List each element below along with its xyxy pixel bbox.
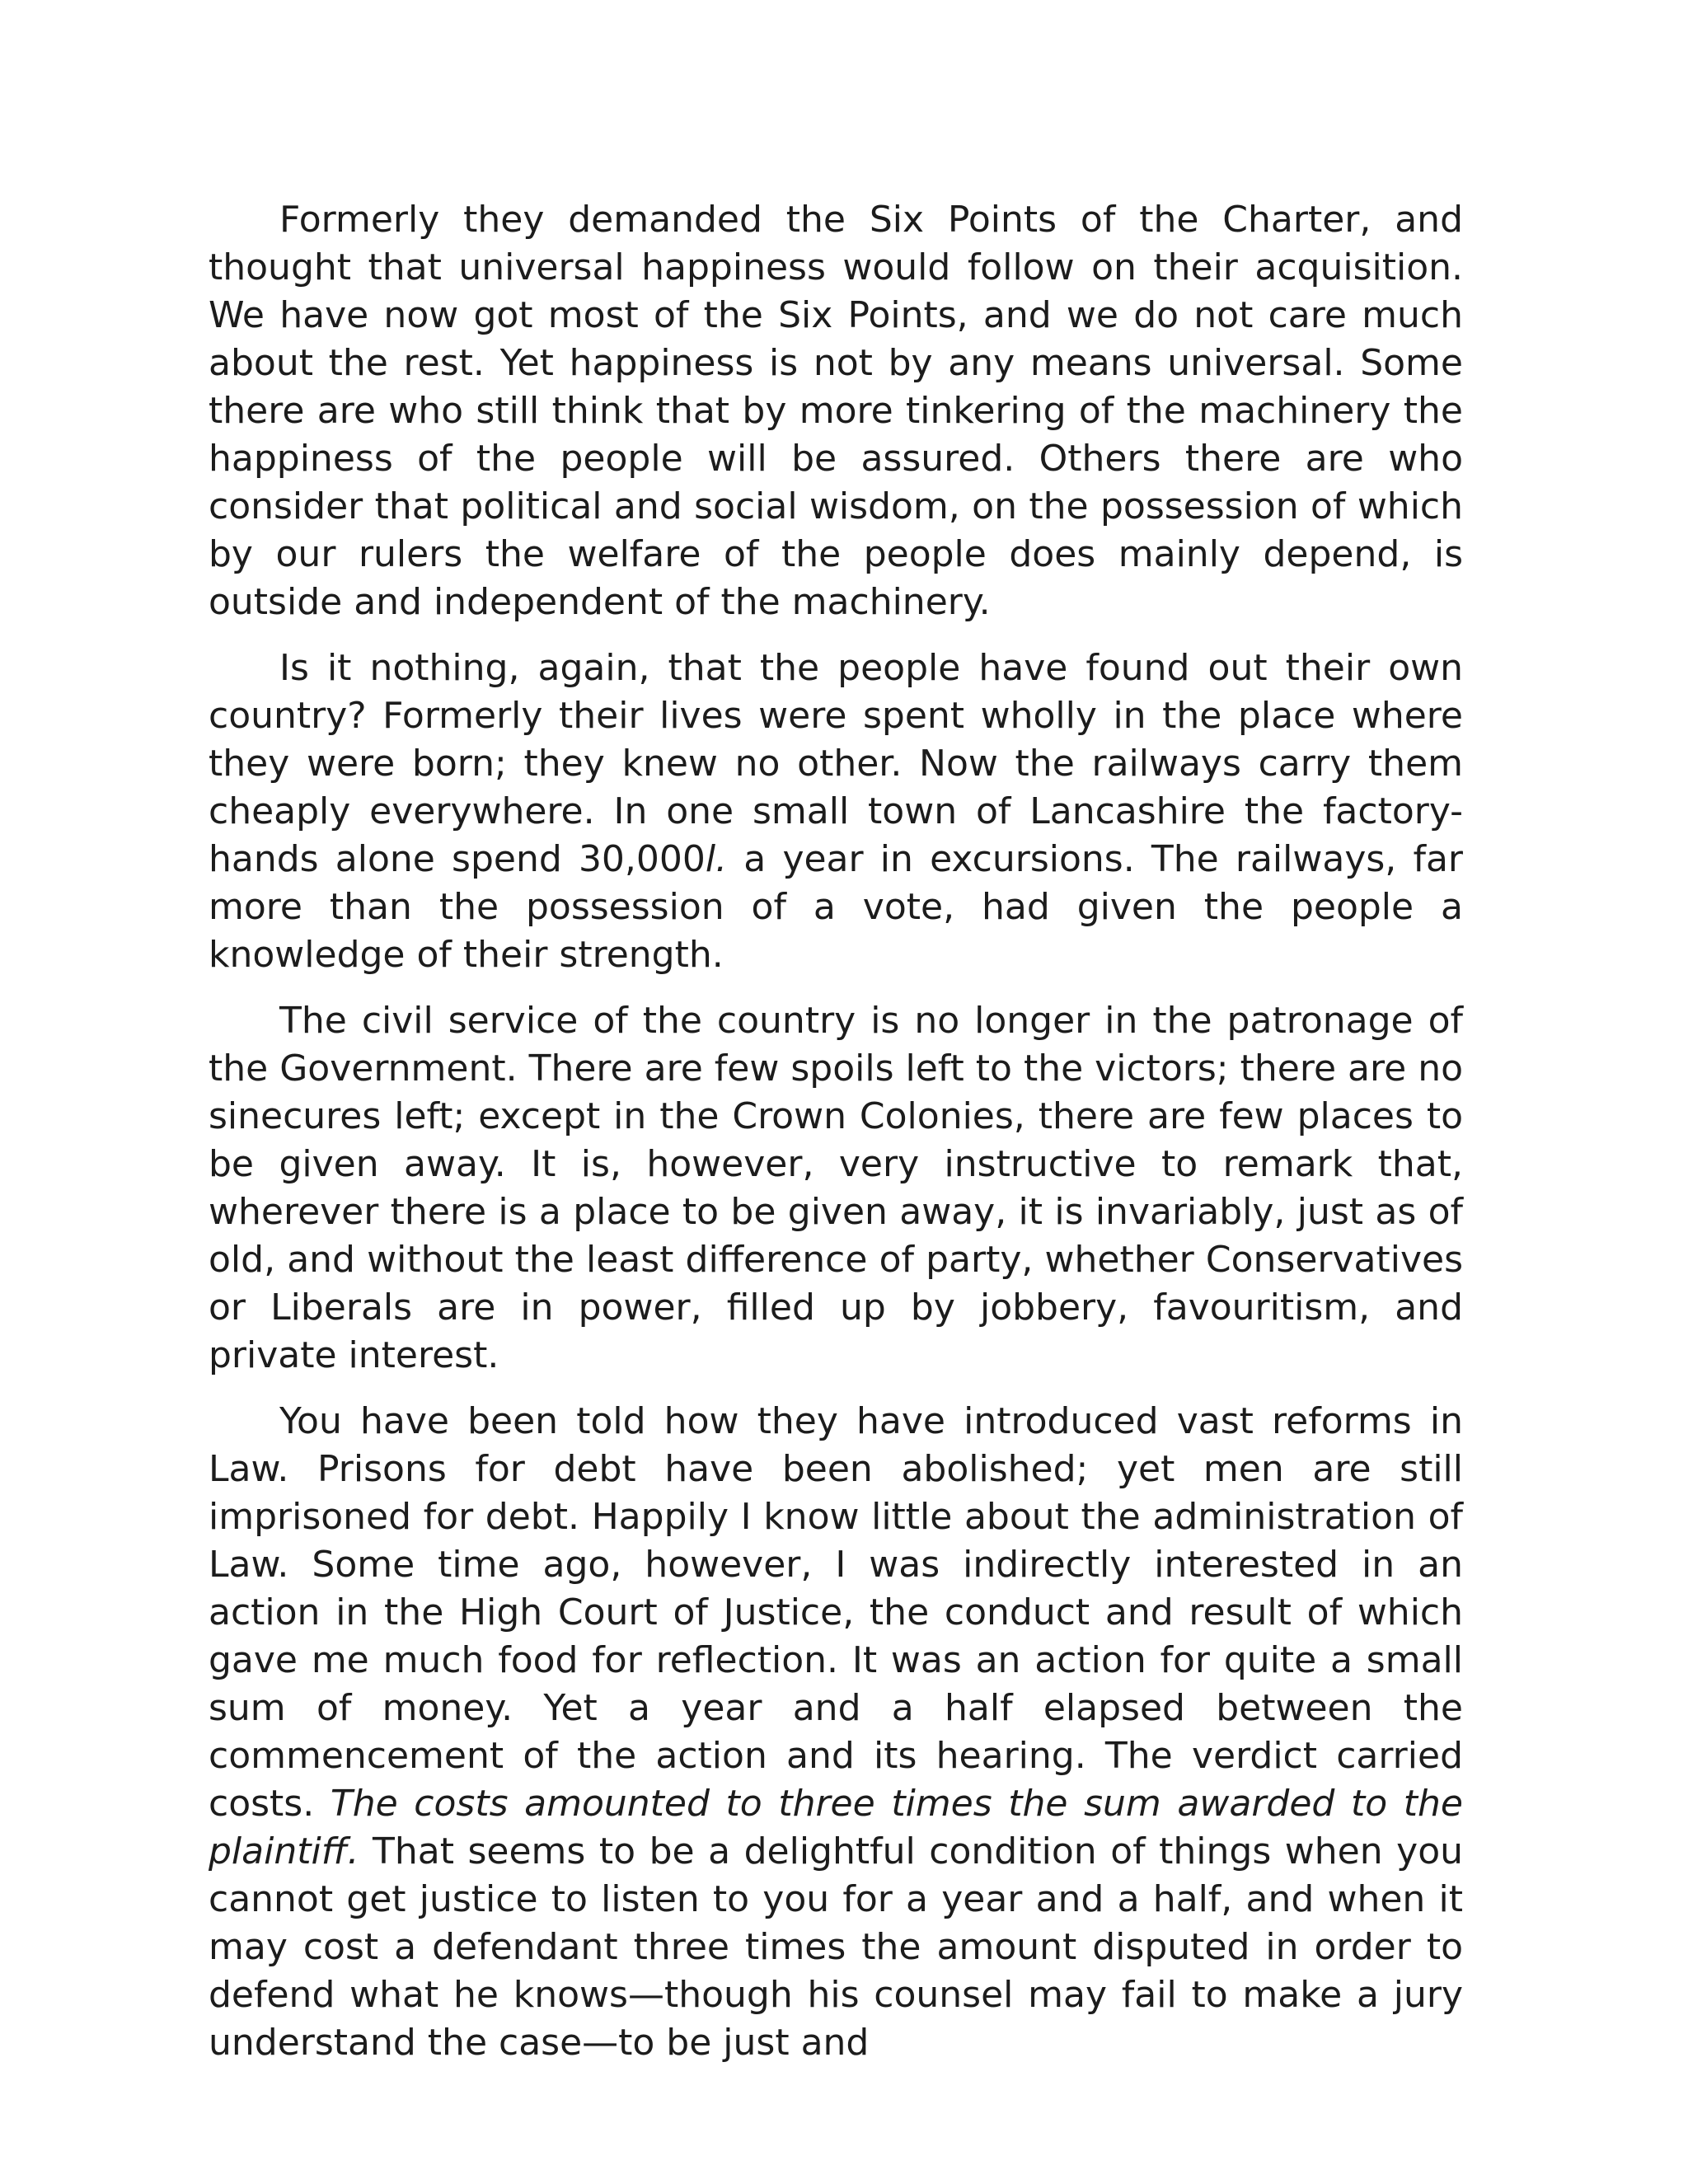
paragraph-text: The civil service of the country is no longer in the patronage of the Government. There are few spoils left to the victors; there are no sinecures left; except in the Crown Colonies, there are few places to be given away. It is, however, very instructive to remark that, wherever there is a place to be given away, it is invariably, just as of old, and without the least difference of party, whether Conservatives or Liberals are in power, filled up by jobbery, favouritism, and private interest. xyxy=(209,1000,1463,1376)
italic-emphasis: The costs amounted to three times the sum awarded to the plaintiff. xyxy=(209,1783,1463,1872)
paragraph-charter xyxy=(209,196,1463,626)
paragraph-civil-service xyxy=(209,997,1463,1380)
paragraph-text: a year in excursions. The railways, far more than the possession of a vote, had given the people a knowledge of their strength. xyxy=(209,838,1464,976)
paragraph-text: You have been told how they have introduced vast reforms in Law. Prisons for debt have been abolished; yet men are still imprisoned for debt. Happily I know little about the administration of Law. Some time ago, however, I was indirectly interested in an action in the High Court of Justice, the conduct and result of which gave me much food for reflection. It was an action for quite a small sum of money. Yet a year and a half elapsed between the commencement of the action and its hearing. The verdict carried costs. xyxy=(209,1400,1463,1825)
page-body xyxy=(209,196,1463,2067)
paragraph-railways xyxy=(209,644,1463,979)
paragraph-law-reform xyxy=(209,1398,1463,2067)
italic-currency-mark: l. xyxy=(705,838,728,880)
paragraph-text: Is it nothing, again, that the people have found out their own country? Formerly their lives were spent wholly in the place where they were born; they knew no other. Now the railways carry them cheaply everywhere. In one small town of Lancashire the factory-hands alone spend 30,000 xyxy=(209,647,1463,880)
paragraph-text: Formerly they demanded the Six Points of the Charter, and thought that universal happiness would follow on their acquisition. We have now got most of the Six Points, and we do not care much about the rest. Yet happiness is not by any means universal. Some there are who still think that by more tinkering of the machinery the happiness of the people will be assured. Others there are who consider that political and social wisdom, on the possession of which by our rulers the welfare of the people does mainly depend, is outside and independent of the machinery. xyxy=(209,199,1463,623)
paragraph-text: That seems to be a delightful condition of things when you cannot get justice to listen to you for a year and a half, and when it may cost a defendant three times the amount disputed in order to defend what he knows—though his counsel may fail to make a jury understand the case—to be just and xyxy=(209,1830,1463,2064)
